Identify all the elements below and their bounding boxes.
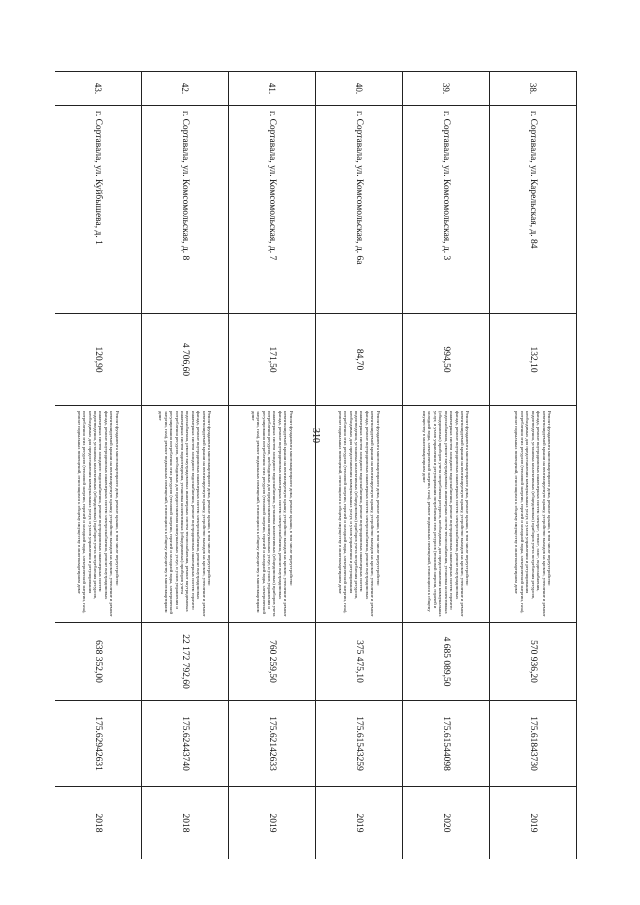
building-code-cell: 175.61843730 — [490, 701, 577, 787]
year-cell: 2019 — [490, 787, 577, 860]
cost-cell: 570 936,20 — [490, 623, 577, 701]
repair-works-cell: Ремонт фундамента многоквартирного дома, ремонт крыши, в том числе переустройство невентилируемой крыши на вентилируемую крышу, устройство выходов на кровлю, утепление и ремонт фасада, ремонт внутридомовых инженерных систем электро-, тепло-, газо-, водоснабжения, водоотведения, установка коллективных (общедомовых) приборов учета потребления ресурсов, необходимых для предоставления коммунальных услуг, и узлов управления и регулирования потребления этих ресурсов (тепловой энергии, горячей и холодной воды, электрической энергии, газа), ремонт подвальных помещений, относящихся к общему имуществу в многоквартирном доме — [490, 406, 577, 623]
row-number-cell: 43. — [55, 72, 142, 106]
repair-works-cell: Ремонт фундамента многоквартирного дома, ремонт крыши, в том числе переустройство невентилируемой крыши на вентилируемую крышу, устройство выходов на кровлю, утепление и ремонт фасада, ремонт внутридомовых инженерных систем электроснабжения, ремонт внутридомовых инженерных систем холодного водоснабжения, ремонт внутридомовых инженерных систем горячего водоснабжения, ремонт внутридомовых инженерных систем теплоснабжения, ремонт внутридомовых инженерных систем водоотведения, установка коллективных (общедомовых) приборов учета потребления ресурсов, необходимых для предоставления коммунальных услуг, и узлов управления и регулирования потребления этих ресурсов (тепловой энергии, горячей и холодной воды, электрической энергии, газа), ремонт подвальных помещений, относящихся к общему имуществу в многоквартирном доме — [142, 406, 229, 623]
row-number-cell: 42. — [142, 72, 229, 106]
area-cell: 132,10 — [490, 314, 577, 406]
address-cell: г. Сортавала, ул. Комсомольская, д. 3 — [403, 106, 490, 314]
table — [55, 71, 577, 859]
repair-works-cell: Ремонт фундамента многоквартирного дома, ремонт крыши, в том числе переустройство невентилируемой крыши на вентилируемую крышу, устройство выходов на кровлю, утепление и ремонт фасада, ремонт внутридомовых инженерных систем электроснабжения, ремонт внутридомовых инженерных систем холодного водоснабжения, ремонт внутридомовых инженерных систем водоотведения, установка коллективных (общедомовых) приборов учета потребления ресурсов, необходимых для предоставления коммунальных услуг, и узлов управления и регулирования потребления этих ресурсов (тепловой энергии, горячей и холодной воды, электрической энергии, газа), ремонт подвальных помещений, относящихся к общему имуществу в многоквартирном доме — [55, 406, 142, 623]
building-code-cell: 175.62443740 — [142, 701, 229, 787]
area-cell: 4 706,60 — [142, 314, 229, 406]
year-cell: 2019 — [316, 787, 403, 860]
area-cell: 171,50 — [229, 314, 316, 406]
cost-cell: 638 352,00 — [55, 623, 142, 701]
year-cell: 2018 — [55, 787, 142, 860]
table-row — [316, 72, 403, 860]
table-row — [142, 72, 229, 860]
address-cell: г. Сортавала, ул. Карельская, д. 84 — [490, 106, 577, 314]
address-cell: г. Сортавала, ул. Куйбышева, д. 1 — [55, 106, 142, 314]
year-cell: 2019 — [229, 787, 316, 860]
area-cell: 120,90 — [55, 314, 142, 406]
cost-cell: 375 475,10 — [316, 623, 403, 701]
address-cell: г. Сортавала, ул. Комсомольская, д. 8 — [142, 106, 229, 314]
year-cell: 2020 — [403, 787, 490, 860]
row-number-cell: 39. — [403, 72, 490, 106]
building-code-cell: 175.61543259 — [316, 701, 403, 787]
row-number-cell: 41. — [229, 72, 316, 106]
repair-works-cell: Ремонт фундамента многоквартирного дома, ремонт крыши, в том числе переустройство невентилируемой крыши на вентилируемую крышу, устройство выходов на кровлю, утепление и ремонт фасада, ремонт внутридомовых инженерных систем электроснабжения, ремонт внутридомовых инженерных систем холодного водоснабжения, установка коллективных (общедомовых) приборов учета потребления ресурсов, необходимых для предоставления коммунальных услуг, и узлов управления и регулирования потребления этих ресурсов (тепловой энергии, горячей и холодной воды, электрической энергии, газа), ремонт подвальных помещений, относящихся к общему имуществу в многоквартирном доме — [229, 406, 316, 623]
table-row — [403, 72, 490, 860]
address-cell: г. Сортавала, ул. Комсомольская, д. 7 — [229, 106, 316, 314]
area-cell: 84,70 — [316, 314, 403, 406]
table-row — [490, 72, 577, 860]
building-code-cell: 175.61544098 — [403, 701, 490, 787]
page-number: 310 — [310, 428, 321, 443]
cost-cell: 760 259,50 — [229, 623, 316, 701]
building-code-cell: 175.62142633 — [229, 701, 316, 787]
repair-works-cell: Ремонт фундамента многоквартирного дома, ремонт крыши, в том числе переустройство невентилируемой крыши на вентилируемую крышу, устройство выходов на кровлю, утепление и ремонт фасада, ремонт внутридомовых инженерных систем электроснабжения, ремонт внутридомовых инженерных систем холодного водоснабжения, ремонт внутридомовых инженерных систем горячего водоснабжения, ремонт внутридомовых инженерных систем теплоснабжения, установка коллективных (общедомовых) приборов учета потребления ресурсов, необходимых для предоставления коммунальных услуг, и узлов управления и регулирования потребления этих ресурсов (тепловой энергии, горячей и холодной воды, электрической энергии, газа), ремонт подвальных помещений, относящихся к общему имуществу в многоквартирном доме — [403, 406, 490, 623]
table-row — [229, 72, 316, 860]
repair-works-cell: Ремонт фундамента многоквартирного дома, ремонт крыши, в том числе переустройство невентилируемой крыши на вентилируемую крышу, устройство выходов на кровлю, утепление и ремонт фасада, ремонт внутридомовых инженерных систем электроснабжения, ремонт внутридомовых инженерных систем холодного водоснабжения, ремонт внутридомовых инженерных систем водоотведения, установка коллективных (общедомовых) приборов учета потребления ресурсов, необходимых для предоставления коммунальных услуг, и узлов управления и регулирования потребления этих ресурсов (тепловой энергии, горячей и холодной воды, электрической энергии, газа), ремонт подвальных помещений, относящихся к общему имуществу в многоквартирном доме — [316, 406, 403, 623]
address-cell: г. Сортавала, ул. Комсомольская, д. 6а — [316, 106, 403, 314]
area-cell: 994,50 — [403, 314, 490, 406]
year-cell: 2018 — [142, 787, 229, 860]
building-code-cell: 175.62942631 — [55, 701, 142, 787]
table-row — [55, 72, 142, 860]
row-number-cell: 38. — [490, 72, 577, 106]
housing-repair-table — [55, 71, 577, 859]
cost-cell: 22 172 792,60 — [142, 623, 229, 701]
cost-cell: 4 685 089,50 — [403, 623, 490, 701]
row-number-cell: 40. — [316, 72, 403, 106]
